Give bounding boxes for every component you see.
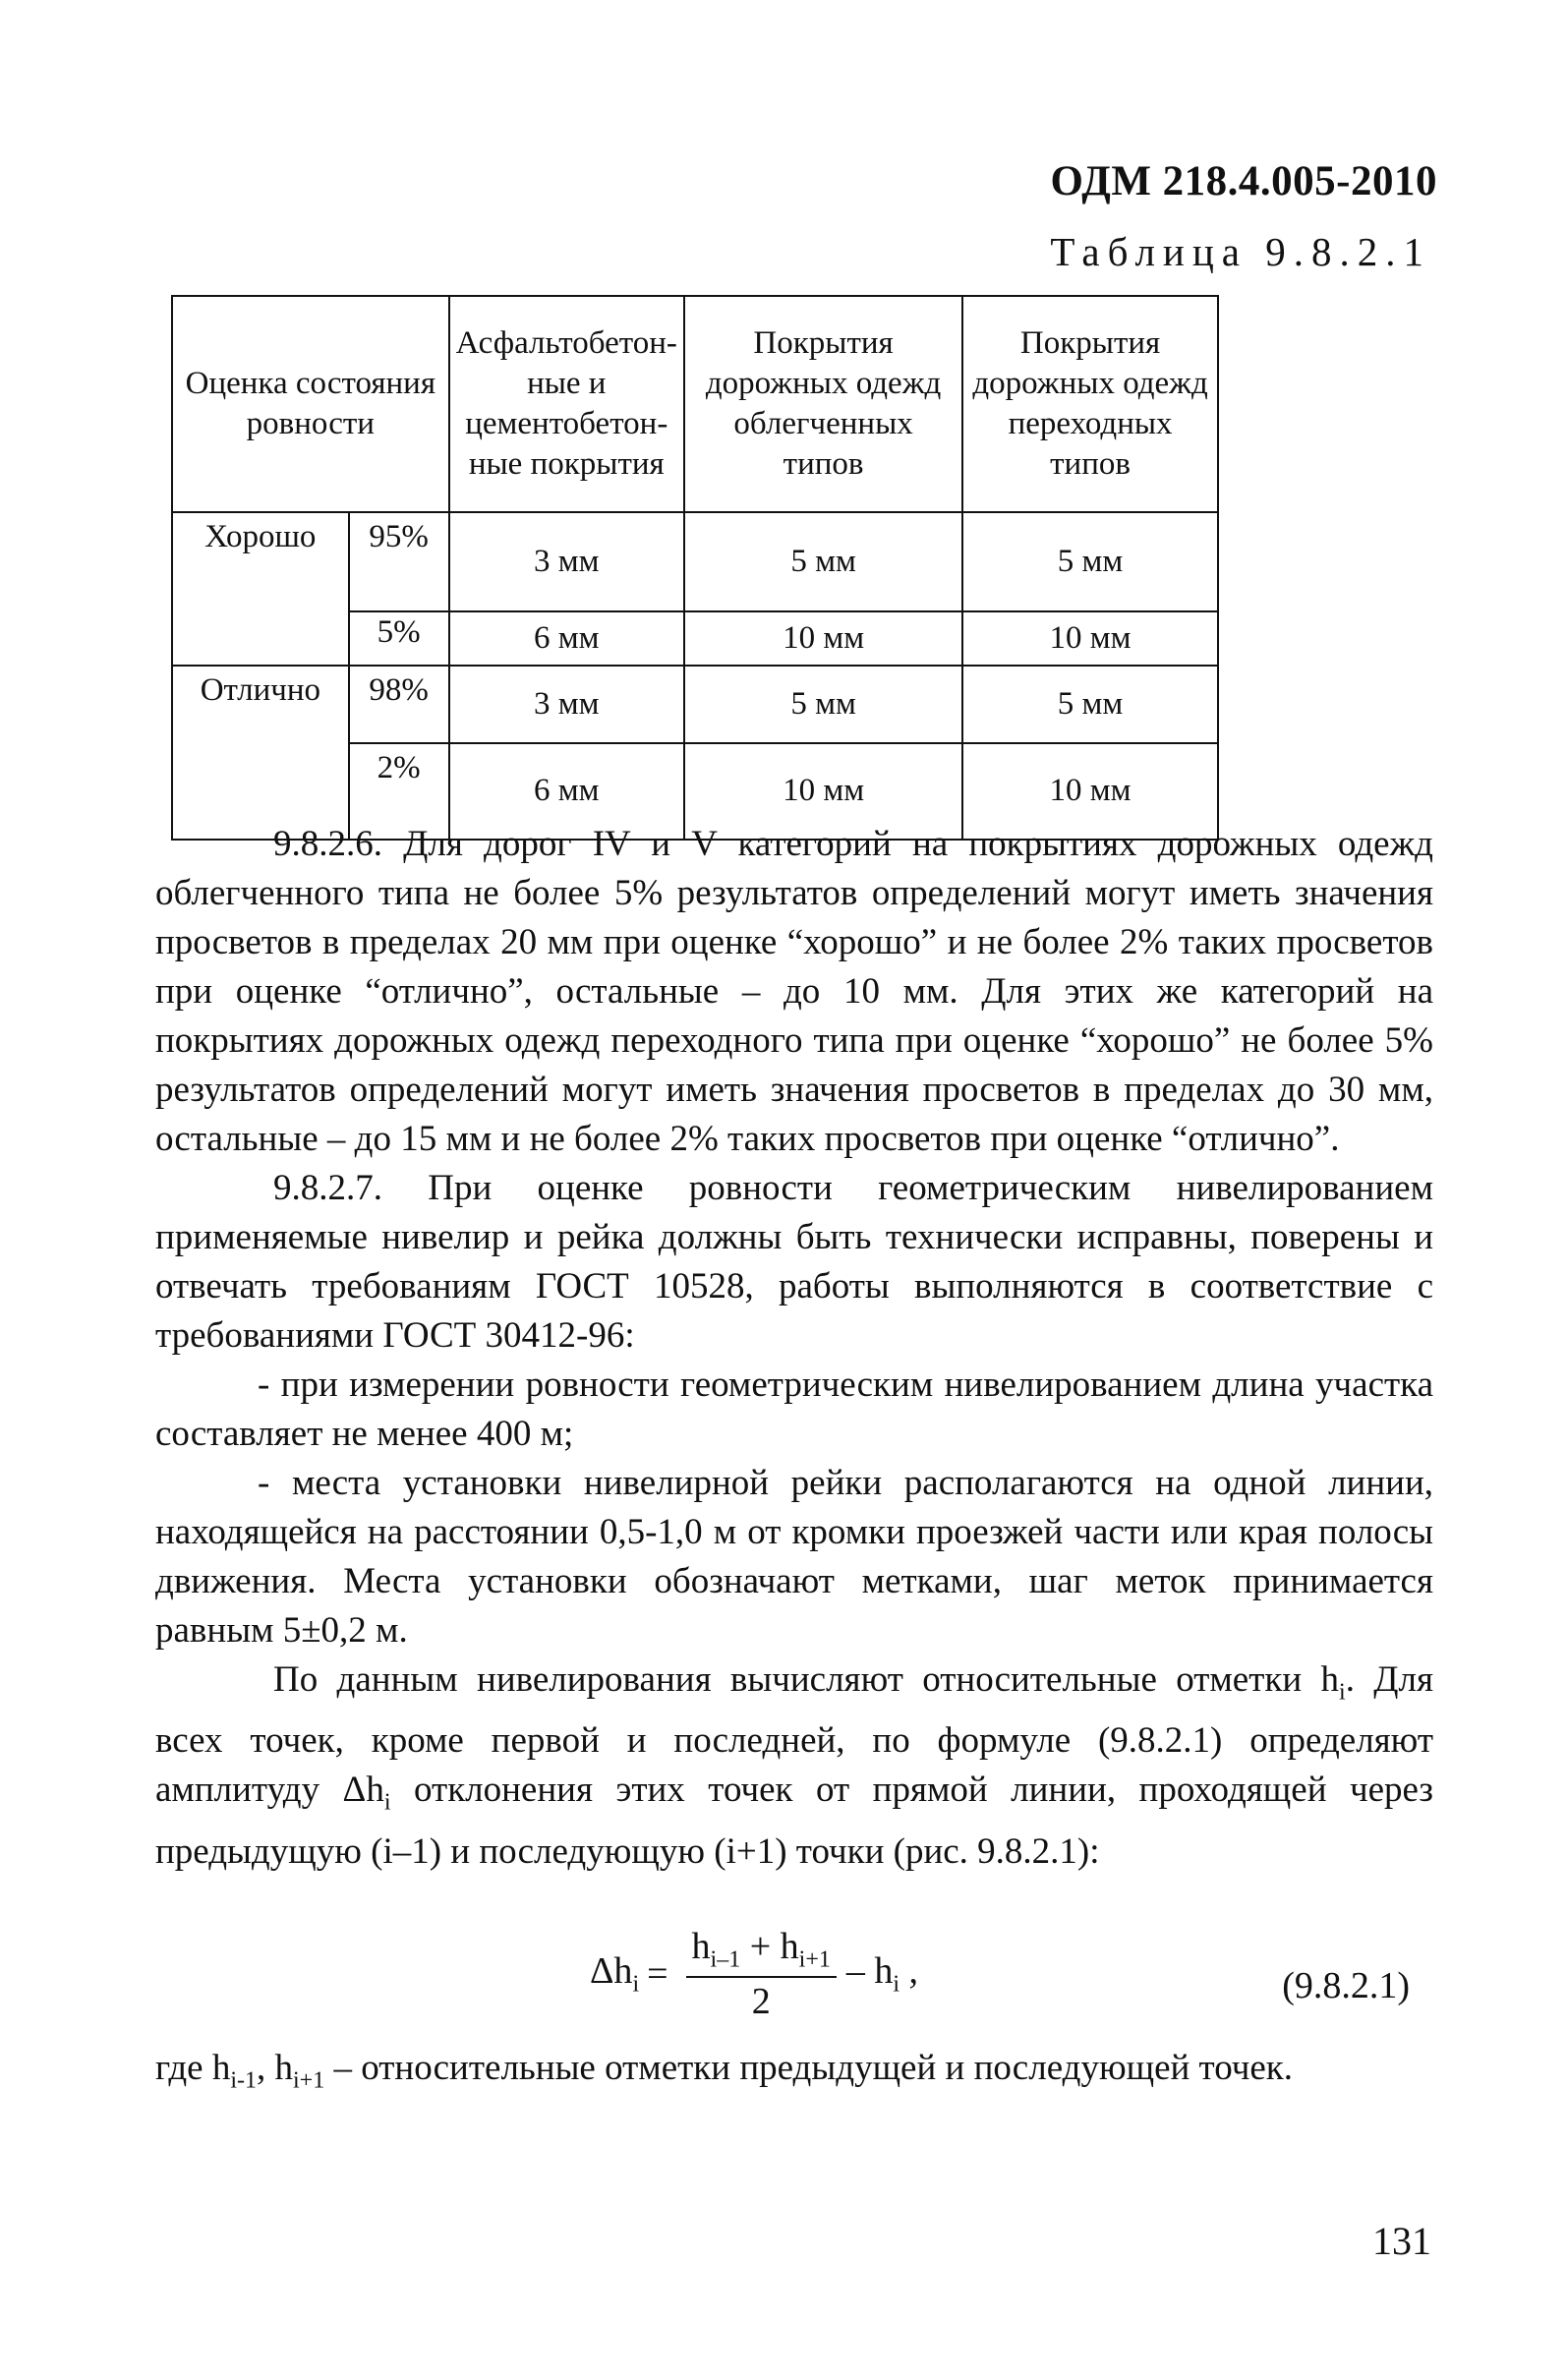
page-number: 131 xyxy=(1372,2219,1431,2263)
formula-tail: – $h_i$ , xyxy=(845,1950,919,1998)
value-cell: 6 мм xyxy=(449,743,684,840)
text: . Для всех точек, кроме первой и последней, по формуле (9.8.2.1) определяют амплитуду Δh xyxy=(155,1659,1433,1811)
value-cell: 10 мм xyxy=(684,611,962,666)
table-row xyxy=(172,512,1432,611)
header-assessment: Оценка состояния ровности xyxy=(172,296,449,512)
text: По данным нивелирования вычисляют относительные отметки h xyxy=(273,1659,1340,1700)
value-cell: 5 мм xyxy=(962,512,1218,611)
pct-cell: 2% xyxy=(349,743,449,840)
table-caption: Таблица 9.8.2.1 xyxy=(1050,229,1431,274)
formula-9-8-2-1 xyxy=(590,1925,918,2023)
equation-number: (9.8.2.1) xyxy=(1282,1965,1410,2006)
grade-cell-empty xyxy=(172,611,349,666)
evenness-table xyxy=(171,295,1433,841)
header-transitional: Покрытия дорожных одежд переходных типов xyxy=(962,296,1218,512)
value-cell: 10 мм xyxy=(684,743,962,840)
value-cell: 5 мм xyxy=(962,666,1218,743)
value-cell: 5 мм xyxy=(684,512,962,611)
paragraph-9-8-2-6: 9.8.2.6. Для дорог IV и V категорий на покрытиях дорожных одежд облегченного типа не более 5% результатов определений могут иметь значения просветов в пределах 20 мм при оценке “хорошо” и не более 2% таких просветов при оценке “отлично”, остальные – до 10 мм. Для этих же категорий на покрытиях дорожных одежд переходного типа при оценке “хорошо” не более 5% результатов определений могут иметь значения просветов в пределах до 30 мм, остальные – до 15 мм и не более 2% таких просветов при оценке “отлично”. xyxy=(155,824,1433,1159)
grade-cell: Отлично xyxy=(172,666,349,743)
table-row xyxy=(172,666,1432,743)
formula-legend: где $h_{i-1}$, $h_{i+1}$ – относительные отметки предыдущей и последующей точек. xyxy=(155,2048,1294,2094)
table-row xyxy=(172,611,1432,666)
grade-cell: Хорошо xyxy=(172,512,349,611)
table-header-row xyxy=(172,296,1432,512)
value-cell: 3 мм xyxy=(449,666,684,743)
formula-fraction xyxy=(686,1925,837,2023)
value-cell: 3 мм xyxy=(449,512,684,611)
pct-cell: 98% xyxy=(349,666,449,743)
subscript: i xyxy=(383,1789,391,1816)
fraction-numerator: $h_{i-1} + h_{i+1}$ xyxy=(686,1925,837,1978)
paragraph-9-8-2-7: 9.8.2.7. При оценке ровности геометрическим нивелированием применяемые нивелир и рейка должны быть технически исправны, поверены и отвечать требованиям ГОСТ 10528, работы выполняются в соответствие с требованиями ГОСТ 30412-96: xyxy=(155,1168,1433,1356)
list-item: - места установки нивелирной рейки располагаются на одной линии, находящейся на расстоянии 0,5-1,0 м от кромки проезжей части или края полосы движения. Места установки обозначают метками, шаг меток принимается равным 5±0,2 м. xyxy=(155,1463,1433,1651)
pct-cell: 95% xyxy=(349,512,449,611)
header-lightweight: Покрытия дорожных одежд облегченных типов xyxy=(684,296,962,512)
list-item: - при измерении ровности геометрическим нивелированием длина участка составляет не менее 400 м; xyxy=(155,1364,1433,1454)
fraction-denominator: 2 xyxy=(751,1980,771,2022)
subscript: i xyxy=(1339,1679,1346,1706)
header-asphalt-concrete: Асфальтобетон-ные и цементобетон-ные покрытия xyxy=(449,296,684,512)
pct-cell: 5% xyxy=(349,611,449,666)
equals-sign: = xyxy=(647,1952,668,1995)
value-cell: 6 мм xyxy=(449,611,684,666)
formula-lhs: $\Delta h_i$ xyxy=(590,1950,640,1998)
value-cell: 10 мм xyxy=(962,611,1218,666)
body-text xyxy=(155,820,1433,1877)
document-code: ОДМ 218.4.005-2010 xyxy=(1050,158,1437,204)
text: отклонения этих точек от прямой линии, проходящей через предыдущую (i–1) и последующую (i+1) точки (рис. 9.8.2.1): xyxy=(155,1770,1433,1872)
value-cell: 10 мм xyxy=(962,743,1218,840)
paragraph-leveling-calc xyxy=(155,1655,1433,1877)
value-cell: 5 мм xyxy=(684,666,962,743)
